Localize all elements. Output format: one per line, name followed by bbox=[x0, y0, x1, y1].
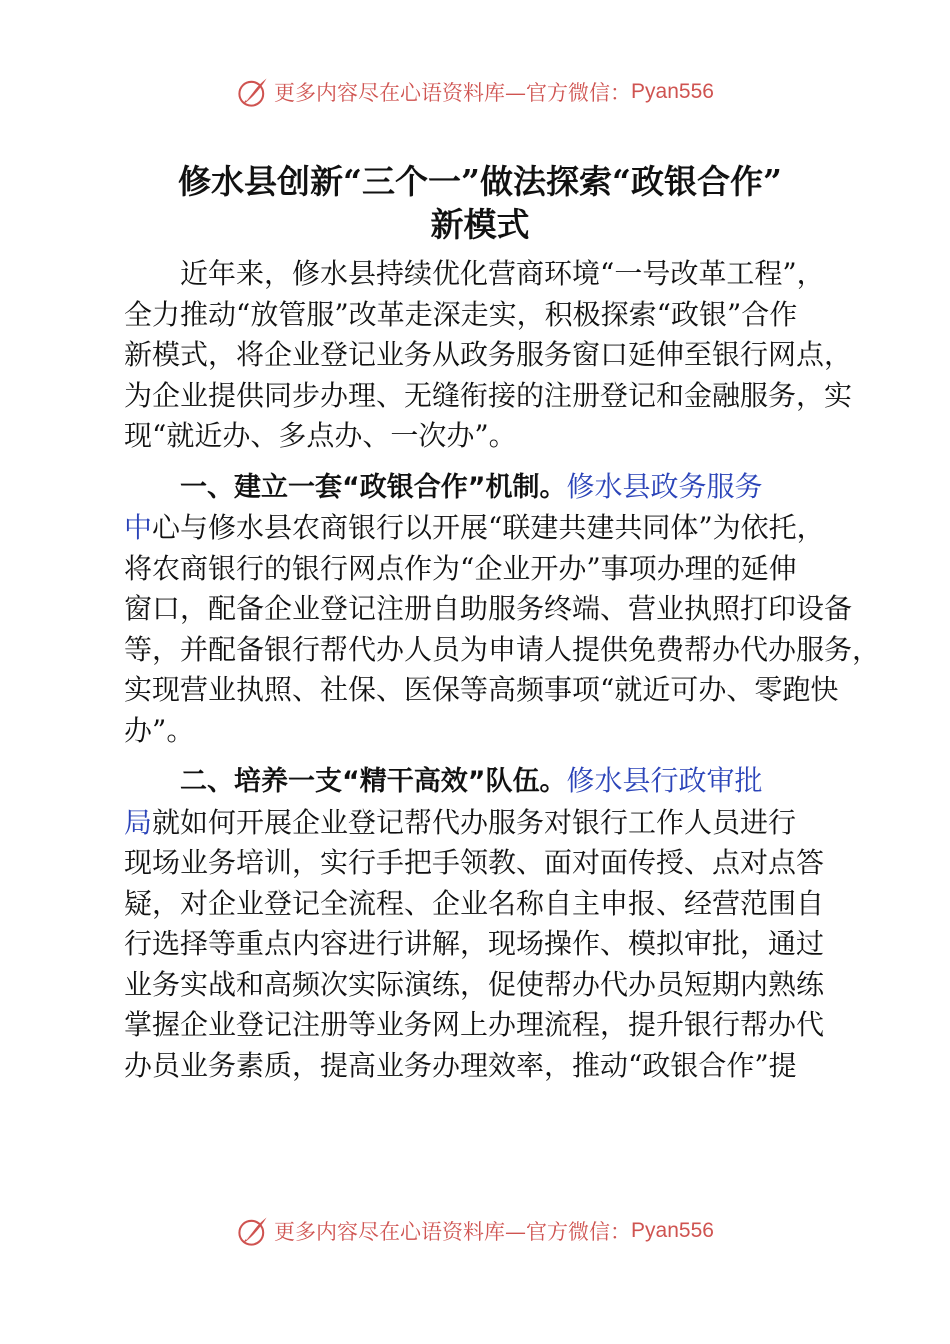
text-line: 等，并配备银行帮代办人员为申请人提供免费帮办代办服务， bbox=[124, 632, 881, 666]
text-line: 将农商银行的银行网点作为“企业开办”事项办理的延伸 bbox=[124, 551, 797, 585]
section-2-paragraph bbox=[124, 761, 864, 1086]
document-title bbox=[110, 160, 850, 246]
section-1-link-cont[interactable]: 中 bbox=[124, 511, 153, 544]
banner-text: 更多内容尽在心语资料库—官方微信： bbox=[274, 1220, 632, 1244]
section-2-link-cont[interactable]: 局 bbox=[124, 805, 153, 839]
title-line-1: 修水县创新“三个一”做法探索“政银合作” bbox=[178, 162, 782, 201]
text-line: 全力推动“放管服”改革走深走实，积极探索“政银”合作 bbox=[124, 297, 798, 331]
text-line bbox=[124, 508, 864, 549]
text-line: 实现营业执照、社保、医保等高频事项“就近可办、零跑快 bbox=[124, 673, 839, 706]
section-2-heading: 二、培养一支“精干高效”队伍。 bbox=[180, 766, 567, 797]
footer-banner bbox=[0, 1211, 950, 1251]
banner-text: 更多内容尽在心语资料库—官方微信： bbox=[274, 81, 632, 105]
text-line: 行选择等重点内容进行讲解，现场操作、模拟审批，通过 bbox=[124, 927, 825, 960]
header-banner bbox=[0, 72, 950, 112]
text-line: 为企业提供同步办理、无缝衔接的注册登记和金融服务，实 bbox=[124, 378, 853, 412]
text-line: 办员业务素质，提高业务办理效率，推动“政银合作”提 bbox=[124, 1048, 797, 1082]
section-2-link[interactable]: 修水县行政审批 bbox=[566, 764, 763, 797]
text-line-rest: 心与修水县农商银行以开展“联建共建共同体”为依托， bbox=[152, 511, 825, 544]
section-1-paragraph bbox=[124, 467, 881, 752]
text-line: 现“就近办、多点办、一次办”。 bbox=[124, 419, 517, 452]
banner-wechat-id: Pyan556 bbox=[631, 80, 714, 103]
text-line: 新模式，将企业登记业务从政务服务窗口延伸至银行网点， bbox=[124, 338, 853, 371]
quill-pen-logo-icon bbox=[236, 1214, 270, 1248]
text-line: 业务实战和高频次实际演练，促使帮办代办员短期内熟练 bbox=[124, 967, 825, 1001]
intro-paragraph bbox=[124, 254, 864, 457]
text-line: 办”。 bbox=[124, 713, 195, 747]
section-1-link[interactable]: 修水县政务服务 bbox=[566, 469, 763, 503]
text-line: 掌握企业登记注册等业务网上办理流程，提升银行帮办代 bbox=[124, 1008, 825, 1041]
banner-wechat-id: Pyan556 bbox=[631, 1219, 714, 1242]
text-line: 疑，对企业登记全流程、企业名称自主申报、经营范围自 bbox=[124, 886, 825, 920]
quill-pen-logo-icon bbox=[236, 75, 270, 109]
text-line: 近年来，修水县持续优化营商环境“一号改革工程”， bbox=[180, 257, 825, 290]
text-line bbox=[124, 803, 864, 844]
text-line: 窗口，配备企业登记注册自助服务终端、营业执照打印设备 bbox=[124, 592, 853, 625]
title-line-2: 新模式 bbox=[430, 205, 530, 244]
document-body bbox=[124, 254, 881, 1086]
section-2-first-line bbox=[124, 761, 864, 803]
text-line: 现场业务培训，实行手把手领教、面对面传授、点对点答 bbox=[124, 846, 825, 879]
section-1-heading: 一、建立一套“政银合作”机制。 bbox=[180, 471, 567, 503]
section-1-first-line bbox=[124, 467, 864, 509]
text-line-rest: 就如何开展企业登记帮代办服务对银行工作人员进行 bbox=[152, 805, 797, 839]
